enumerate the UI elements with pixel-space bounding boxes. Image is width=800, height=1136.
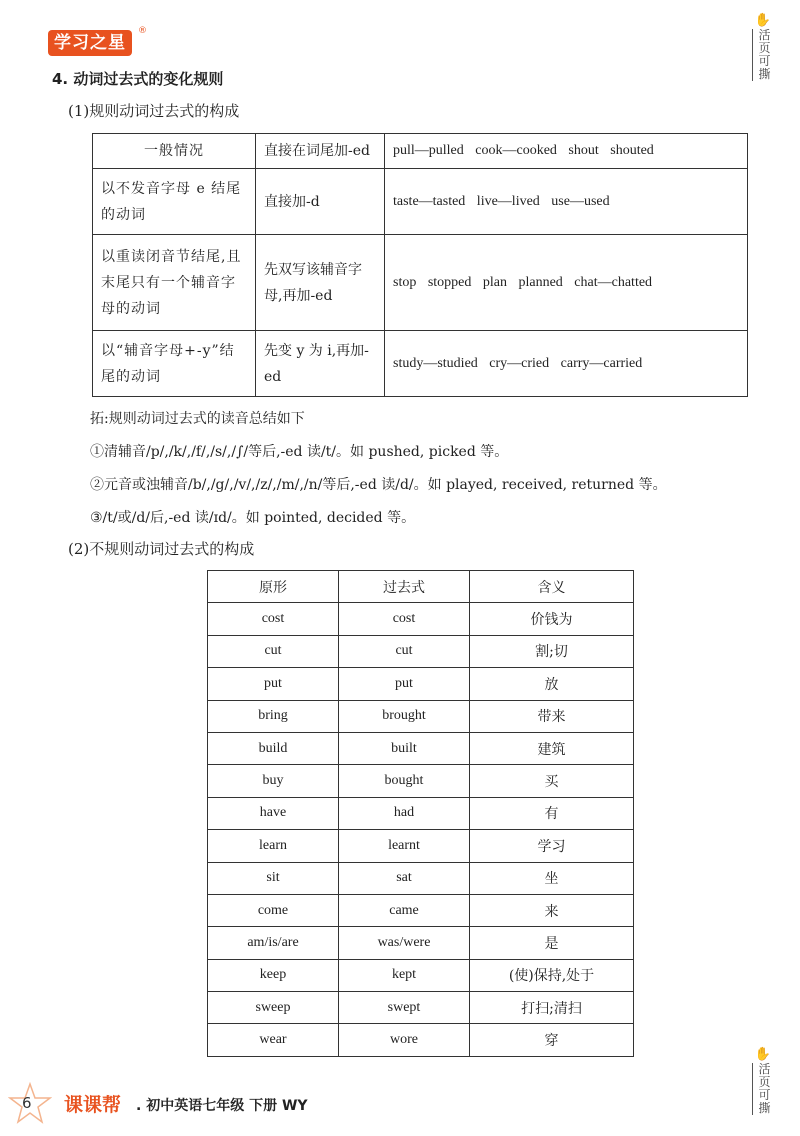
header-base-form: 原形 xyxy=(208,571,339,603)
table-row xyxy=(208,927,634,959)
case-cell: 以“辅音字母+-y”结尾的动词 xyxy=(93,331,256,397)
examples-cell: pull—pulled cook—cooked shout shouted xyxy=(385,134,748,169)
past-tense-cell: sat xyxy=(339,862,470,894)
rule-cell: 先变 y 为 i,再加-ed xyxy=(256,331,385,397)
meaning-cell: (使)保持,处于 xyxy=(470,959,634,991)
case-cell: 以不发音字母 e 结尾的动词 xyxy=(93,169,256,235)
footer-brand: 课课帮 xyxy=(64,1094,122,1116)
past-tense-cell: put xyxy=(339,668,470,700)
table-row xyxy=(208,668,634,700)
regular-verbs-table xyxy=(92,133,748,397)
past-tense-cell: cut xyxy=(339,635,470,667)
rule-cell: 直接加-d xyxy=(256,169,385,235)
base-form-cell: wear xyxy=(208,1024,339,1056)
past-tense-cell: came xyxy=(339,894,470,926)
page-number: 6 xyxy=(22,1094,32,1112)
past-tense-cell: had xyxy=(339,797,470,829)
base-form-cell: cost xyxy=(208,603,339,635)
table-row xyxy=(208,603,634,635)
table-row xyxy=(208,765,634,797)
examples-cell: stop stopped plan planned chat—chatted xyxy=(385,235,748,331)
part1-title: (1)规则动词过去式的构成 xyxy=(68,102,240,120)
meaning-cell: 带来 xyxy=(470,700,634,732)
header-past-tense: 过去式 xyxy=(339,571,470,603)
base-form-cell: sweep xyxy=(208,992,339,1024)
tear-off-tab-bottom xyxy=(752,1048,774,1115)
tear-hand-icon: ✋ xyxy=(754,1047,772,1062)
brand-logo: 学习之星 xyxy=(48,30,132,56)
part2-title: (2)不规则动词过去式的构成 xyxy=(68,540,255,558)
meaning-cell: 来 xyxy=(470,894,634,926)
tear-off-label: 活页可撕 xyxy=(752,1063,774,1115)
past-tense-cell: was/were xyxy=(339,927,470,959)
meaning-cell: 学习 xyxy=(470,830,634,862)
meaning-cell: 是 xyxy=(470,927,634,959)
base-form-cell: bring xyxy=(208,700,339,732)
base-form-cell: come xyxy=(208,894,339,926)
table-row xyxy=(93,169,748,235)
base-form-cell: have xyxy=(208,797,339,829)
meaning-cell: 穿 xyxy=(470,1024,634,1056)
meaning-cell: 价钱为 xyxy=(470,603,634,635)
past-tense-cell: kept xyxy=(339,959,470,991)
table-row xyxy=(208,700,634,732)
tear-off-tab-top xyxy=(752,14,774,81)
table-row xyxy=(208,635,634,667)
irregular-table-body xyxy=(208,603,634,1056)
base-form-cell: sit xyxy=(208,862,339,894)
tear-hand-icon: ✋ xyxy=(754,13,772,28)
case-cell: 以重读闭音节结尾,且末尾只有一个辅音字母的动词 xyxy=(93,235,256,331)
examples-cell: study—studied cry—cried carry—carried xyxy=(385,331,748,397)
base-form-cell: learn xyxy=(208,830,339,862)
table-row xyxy=(208,992,634,1024)
base-form-cell: cut xyxy=(208,635,339,667)
registered-mark: ® xyxy=(138,26,147,36)
table-row xyxy=(93,331,748,397)
case-cell: 一般情况 xyxy=(93,134,256,169)
past-tense-cell: wore xyxy=(339,1024,470,1056)
examples-cell: taste—tasted live—lived use—used xyxy=(385,169,748,235)
rule-cell: 先双写该辅音字母,再加-ed xyxy=(256,235,385,331)
base-form-cell: build xyxy=(208,732,339,764)
meaning-cell: 坐 xyxy=(470,862,634,894)
book-info: . 初中英语七年级 下册 WY xyxy=(136,1098,308,1114)
section-title: 4. 动词过去式的变化规则 xyxy=(52,70,224,88)
base-form-cell: put xyxy=(208,668,339,700)
past-tense-cell: cost xyxy=(339,603,470,635)
table-row xyxy=(208,797,634,829)
tear-off-label: 活页可撕 xyxy=(752,29,774,81)
meaning-cell: 有 xyxy=(470,797,634,829)
meaning-cell: 放 xyxy=(470,668,634,700)
past-tense-cell: brought xyxy=(339,700,470,732)
meaning-cell: 建筑 xyxy=(470,732,634,764)
note-voiceless: ①清辅音/p/,/k/,/f/,/s/,/∫/等后,-ed 读/t/。如 pushed, picked 等。 xyxy=(90,444,509,460)
past-tense-cell: built xyxy=(339,732,470,764)
rule-cell: 直接在词尾加-ed xyxy=(256,134,385,169)
table-row xyxy=(208,894,634,926)
meaning-cell: 打扫;清扫 xyxy=(470,992,634,1024)
note-voiced: ②元音或浊辅音/b/,/g/,/v/,/z/,/m/,/n/等后,-ed 读/d/。如 played, received, returned 等。 xyxy=(90,477,667,493)
past-tense-cell: bought xyxy=(339,765,470,797)
table-row xyxy=(93,134,748,169)
meaning-cell: 买 xyxy=(470,765,634,797)
irregular-verbs-table xyxy=(207,570,634,1057)
meaning-cell: 割;切 xyxy=(470,635,634,667)
table-row xyxy=(208,830,634,862)
table-row xyxy=(93,235,748,331)
base-form-cell: buy xyxy=(208,765,339,797)
past-tense-cell: swept xyxy=(339,992,470,1024)
table-row xyxy=(208,1024,634,1056)
base-form-cell: am/is/are xyxy=(208,927,339,959)
table-header-row xyxy=(208,571,634,603)
header-meaning: 含义 xyxy=(470,571,634,603)
note-t-d: ③/t/或/d/后,-ed 读/ɪd/。如 pointed, decided 等。 xyxy=(90,510,416,526)
base-form-cell: keep xyxy=(208,959,339,991)
notes-intro: 拓:规则动词过去式的读音总结如下 xyxy=(90,411,305,427)
table-row xyxy=(208,862,634,894)
past-tense-cell: learnt xyxy=(339,830,470,862)
table-row xyxy=(208,732,634,764)
table-row xyxy=(208,959,634,991)
